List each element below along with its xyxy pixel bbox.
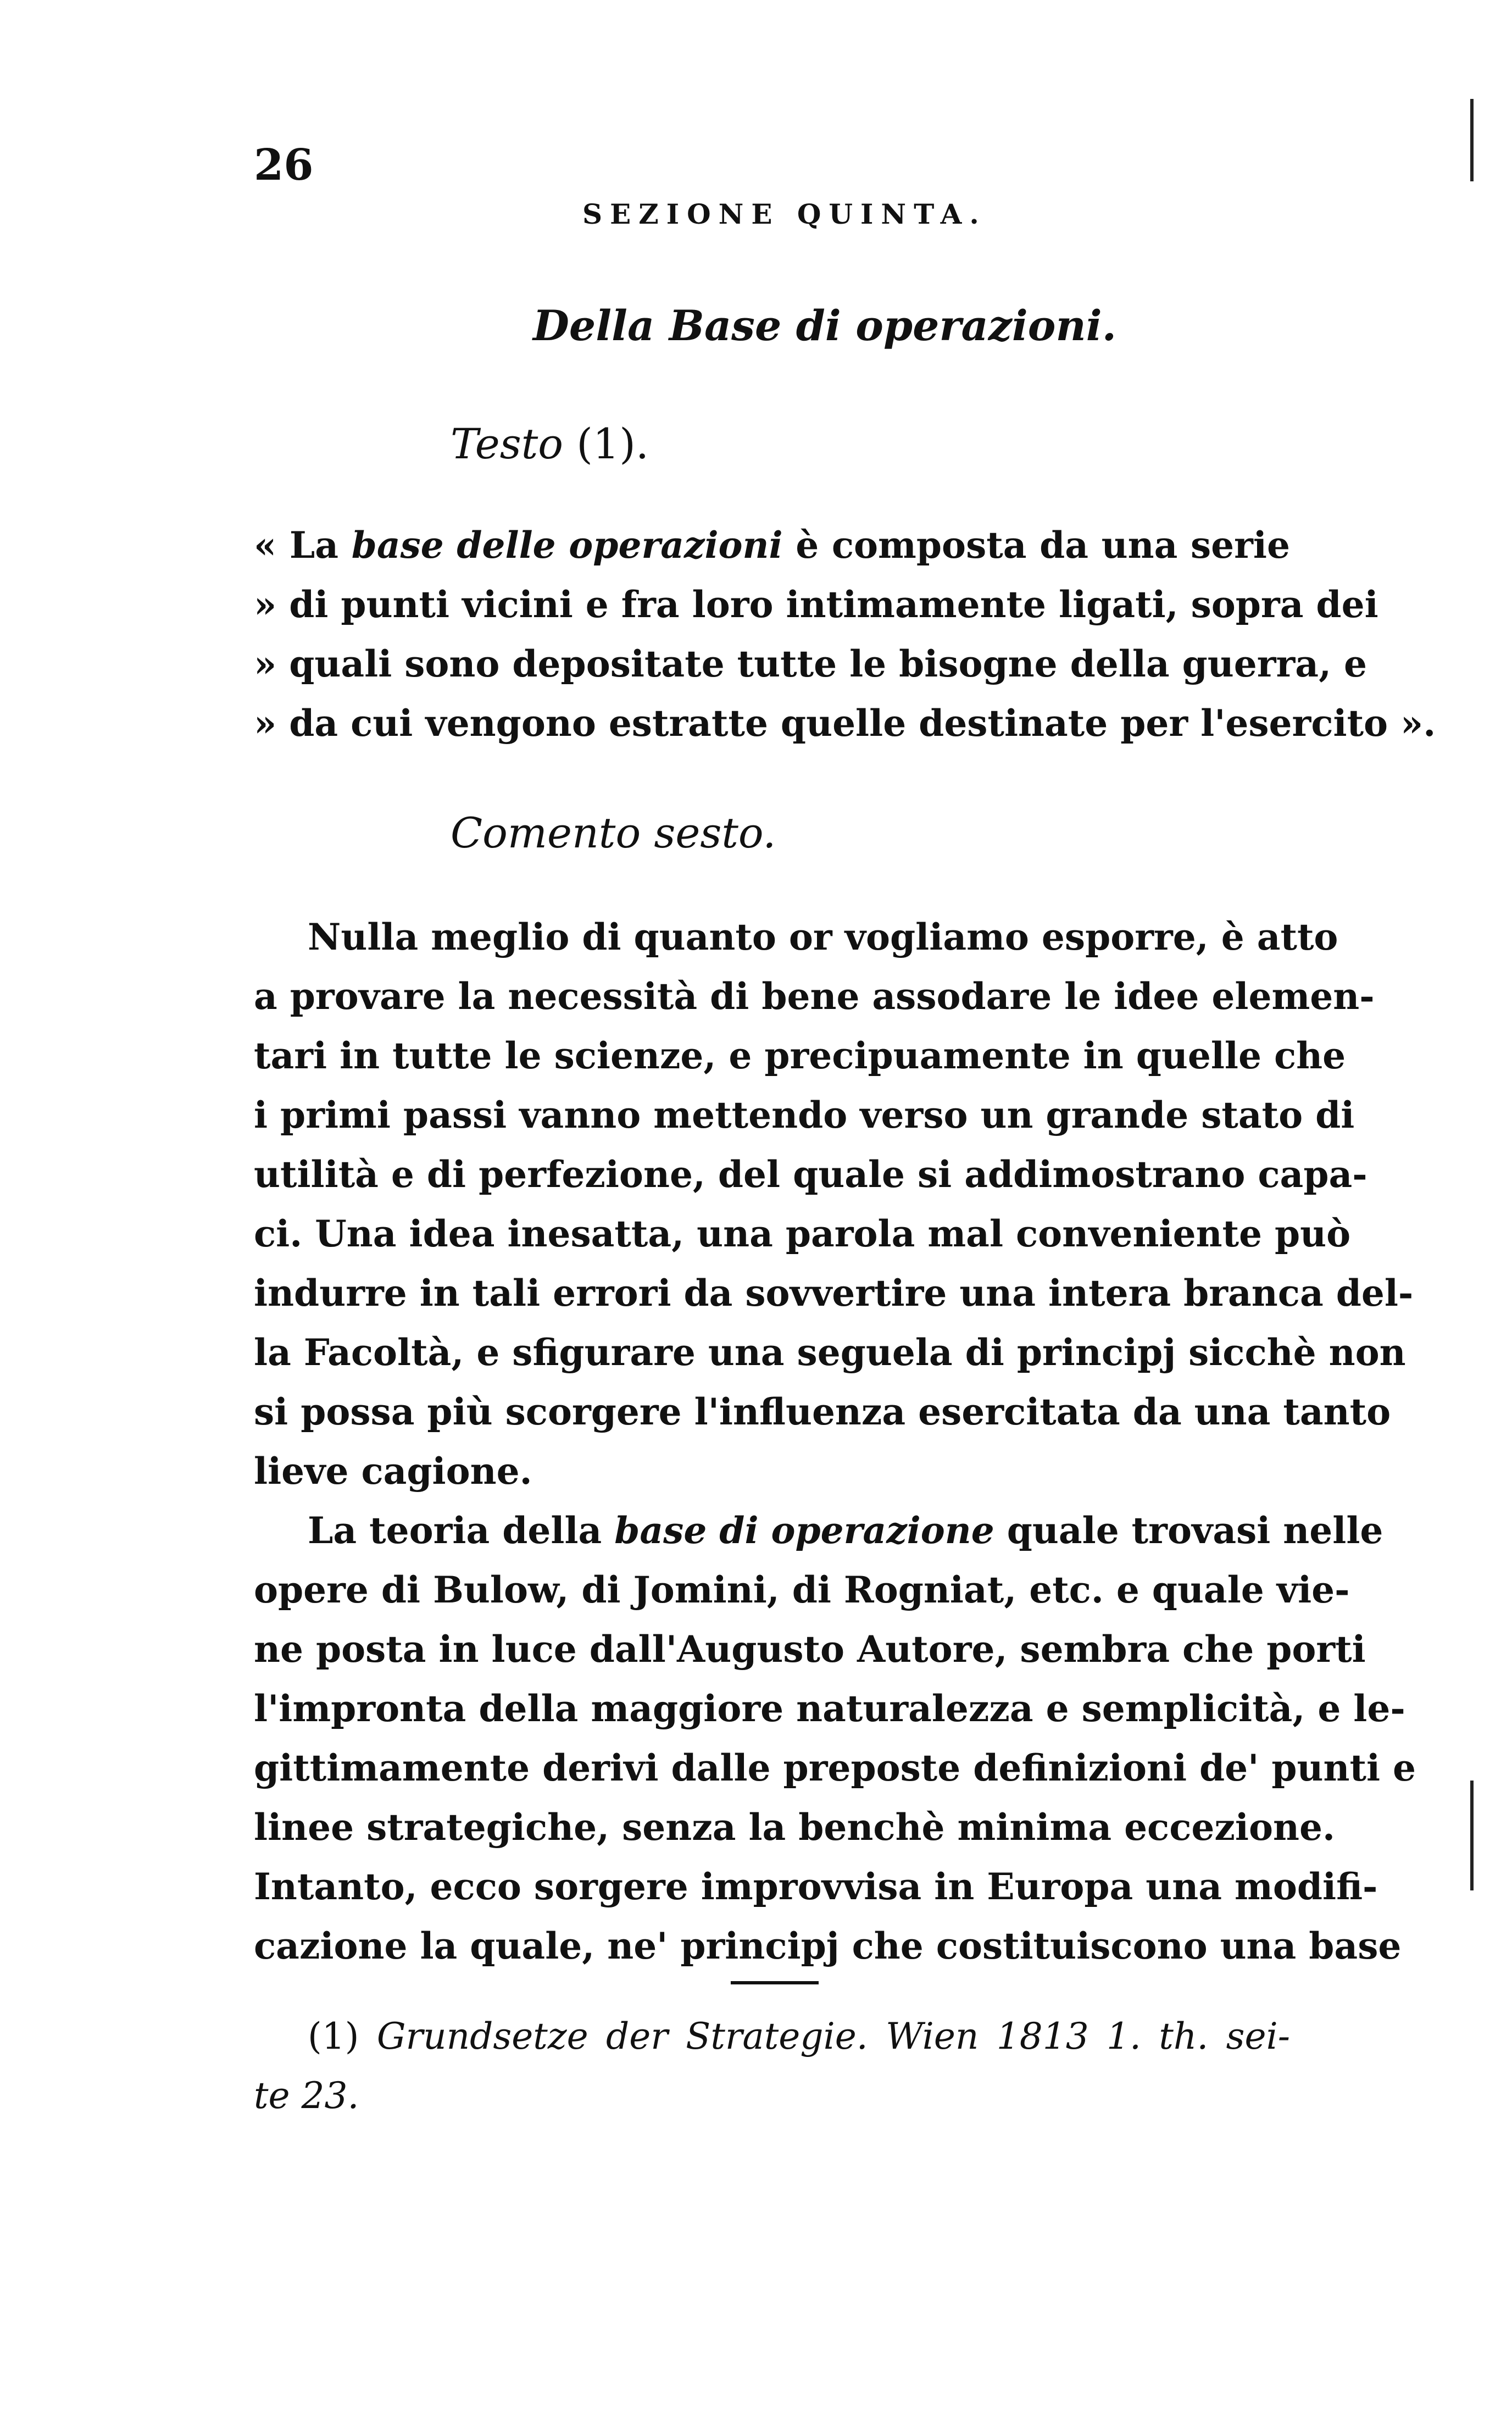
text-line: Nulla meglio di quanto or vogliamo esporre, è atto — [308, 916, 1338, 958]
text-line: ne posta in luce dall'Augusto Autore, sembra che porti — [254, 1628, 1366, 1671]
text-line: gittimamente derivi dalle preposte definizioni de' punti e — [254, 1746, 1416, 1789]
text-line: ci. Una idea inesatta, una parola mal conveniente può — [254, 1212, 1351, 1255]
text-line: La teoria della base di operazione quale trovasi nelle — [308, 1509, 1383, 1552]
testo-label: Testo — [451, 419, 564, 468]
quote-line: » da cui vengono estratte quelle destinate per l'esercito ». — [254, 702, 1436, 745]
text-line: cazione la quale, ne' principj che costituiscono una base — [254, 1925, 1402, 1967]
quote-emphasis: base delle operazioni — [351, 524, 783, 567]
text-line: lieve cagione. — [254, 1450, 532, 1493]
text-emphasis: base di operazione — [614, 1509, 994, 1552]
quote-line: « La base delle operazioni è composta da una serie — [254, 524, 1290, 567]
running-head: SEZIONE QUINTA. — [582, 198, 987, 230]
text-line: opere di Bulow, di Jomini, di Rogniat, etc. e quale vie- — [254, 1568, 1350, 1611]
footnote-line: te 23. — [254, 2075, 359, 2117]
text-line: utilità e di perfezione, del quale si addimostrano capa- — [254, 1153, 1368, 1196]
text-line: linee strategiche, senza la benchè minima eccezione. — [254, 1806, 1335, 1849]
scan-edge-mark — [1470, 99, 1474, 181]
testo-note-ref: (1). — [576, 419, 649, 468]
text-line: i primi passi vanno mettendo verso un grande stato di — [254, 1094, 1355, 1136]
text-line: Intanto, ecco sorgere improvvisa in Europa una modifi- — [254, 1865, 1378, 1908]
text-line: tari in tutte le scienze, e precipuamente in quelle che — [254, 1034, 1346, 1077]
scan-edge-mark — [1470, 1781, 1474, 1890]
quote-line: » quali sono depositate tutte le bisogne della guerra, e — [254, 642, 1368, 685]
page-number: 26 — [254, 140, 314, 190]
text-line: la Facoltà, e sfigurare una seguela di principj sicchè non — [254, 1331, 1406, 1374]
testo-heading — [451, 419, 649, 468]
text-line: l'impronta della maggiore naturalezza e semplicità, e le- — [254, 1687, 1405, 1730]
text-line: si possa più scorgere l'influenza esercitata da una tanto — [254, 1390, 1391, 1433]
footnote-rule — [731, 1981, 819, 1984]
text-line: indurre in tali errori da sovvertire una intera branca del- — [254, 1272, 1414, 1315]
quote-line: » di punti vicini e fra loro intimamente ligati, sopra dei — [254, 583, 1378, 626]
footnote-marker: (1) — [308, 2015, 359, 2057]
text-line: a provare la necessità di bene assodare le idee elemen- — [254, 975, 1375, 1018]
section-title: Della Base di operazioni. — [533, 301, 1117, 350]
comento-heading: Comento sesto. — [451, 808, 776, 857]
footnote-line: (1) Grundsetze der Strategie. Wien 1813 1. th. sei- — [308, 2015, 1290, 2057]
